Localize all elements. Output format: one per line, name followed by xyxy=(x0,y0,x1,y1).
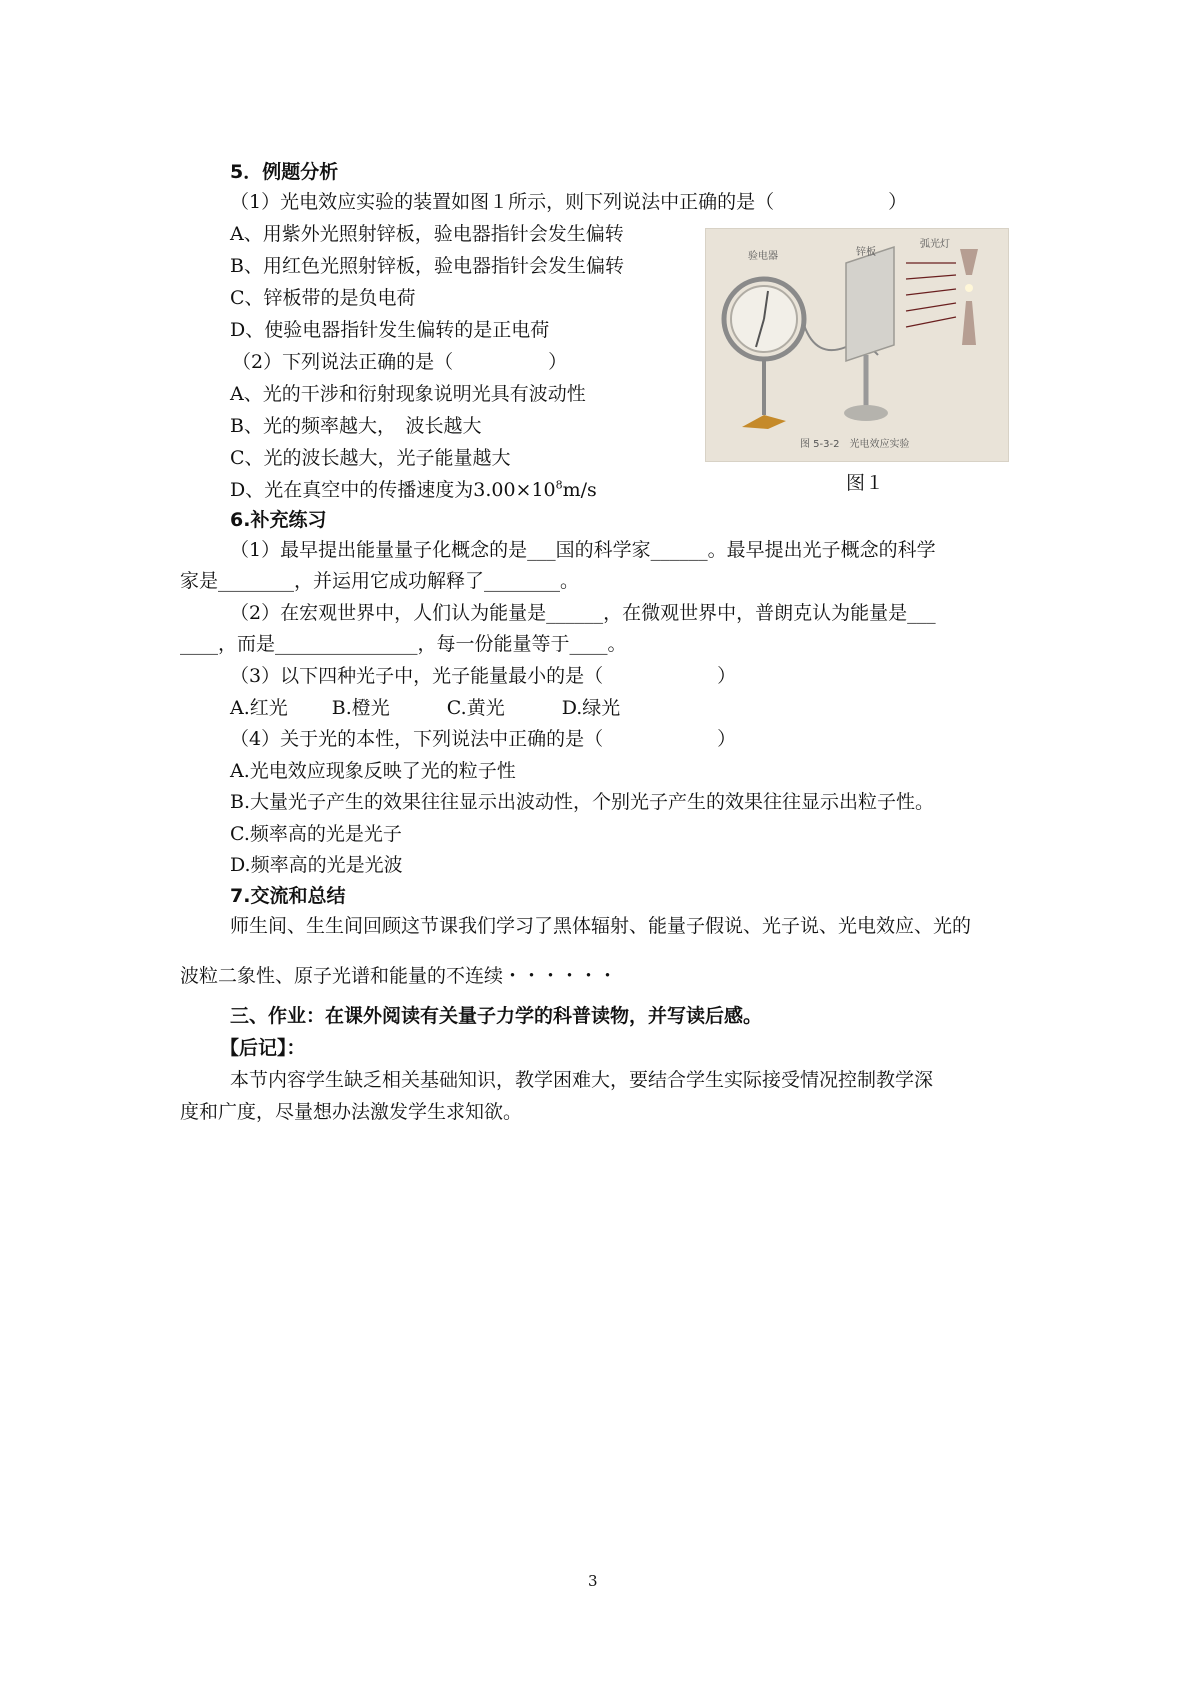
practice-q3-stem: （3）以下四种光子中，光子能量最小的是（ ） xyxy=(230,665,737,687)
q1-option-b: B、用红色光照射锌板，验电器指针会发生偏转 xyxy=(230,255,624,277)
section-heading-practice: 6.补充练习 xyxy=(230,509,327,531)
practice-q2-line2: ____，而是_______________，每一份能量等于____。 xyxy=(180,633,627,655)
q1-stem: （1）光电效应实验的装置如图１所示，则下列说法中正确的是（ ） xyxy=(230,191,908,213)
q2-option-c: C、光的波长越大，光子能量越大 xyxy=(230,447,511,469)
figure-label-electroscope: 验电器 xyxy=(748,251,778,262)
section-heading-summary: 7.交流和总结 xyxy=(230,885,346,907)
practice-q4-option-d: D.频率高的光是光波 xyxy=(230,854,403,876)
postscript-heading: 【后记】： xyxy=(220,1037,306,1059)
practice-q4-option-a: A.光电效应现象反映了光的粒子性 xyxy=(230,760,516,782)
postscript-line1: 本节内容学生缺乏相关基础知识，教学困难大，要结合学生实际接受情况控制教学深 xyxy=(230,1069,934,1091)
q1-option-a: A、用紫外光照射锌板，验电器指针会发生偏转 xyxy=(230,223,624,245)
practice-q1-line2: 家是________，并运用它成功解释了________。 xyxy=(180,570,580,592)
q1-option-c: C、锌板带的是负电荷 xyxy=(230,287,416,309)
q2-option-b: B、光的频率越大， 波长越大 xyxy=(230,415,482,437)
figure-label-lamp: 弧光灯 xyxy=(920,239,950,250)
practice-q1-line1: （1）最早提出能量量子化概念的是___国的科学家______。最早提出光子概念的科学 xyxy=(230,539,936,561)
summary-line1: 师生间、生生间回顾这节课我们学习了黑体辐射、能量子假说、光子说、光电效应、光的 xyxy=(230,915,972,937)
practice-q4-option-b: B.大量光子产生的效果往往显示出波动性，个别光子产生的效果往往显示出粒子性。 xyxy=(230,791,935,813)
section-heading-example: 5．例题分析 xyxy=(230,161,339,183)
practice-q4-stem: （4）关于光的本性，下列说法中正确的是（ ） xyxy=(230,728,737,750)
practice-q3-options: A.红光 B.橙光 C.黄光 D.绿光 xyxy=(230,697,621,719)
q2-stem: （2）下列说法正确的是（ ） xyxy=(232,351,568,373)
figure-label-bottom: 图 5-3-2 光电效应实验 xyxy=(800,439,910,450)
figure-label-zinc: 锌板 xyxy=(856,247,876,258)
figure-caption: 图１ xyxy=(846,472,885,494)
photoelectric-experiment-image xyxy=(705,228,1009,462)
practice-q2-line1: （2）在宏观世界中，人们认为能量是______，在微观世界中，普朗克认为能量是___ xyxy=(230,602,936,624)
postscript-line2: 度和广度，尽量想办法激发学生求知欲。 xyxy=(180,1101,523,1123)
practice-q4-option-c: C.频率高的光是光子 xyxy=(230,823,402,845)
page-number: 3 xyxy=(588,1572,598,1590)
q2-option-d-suffix: m/s xyxy=(562,479,597,501)
q1-option-d: D、使验电器指针发生偏转的是正电荷 xyxy=(230,319,550,341)
q2-option-d-prefix: D、光在真空中的传播速度为3.00×10 xyxy=(230,479,556,501)
q2-option-d xyxy=(230,478,597,502)
q2-option-d-exponent: 8 xyxy=(555,478,563,492)
summary-line2: 波粒二象性、原子光谱和能量的不连续・・・・・・ xyxy=(180,965,618,987)
q2-option-a: A、光的干涉和衍射现象说明光具有波动性 xyxy=(230,383,586,405)
homework-line: 三、作业：在课外阅读有关量子力学的科普读物，并写读后感。 xyxy=(230,1005,763,1027)
